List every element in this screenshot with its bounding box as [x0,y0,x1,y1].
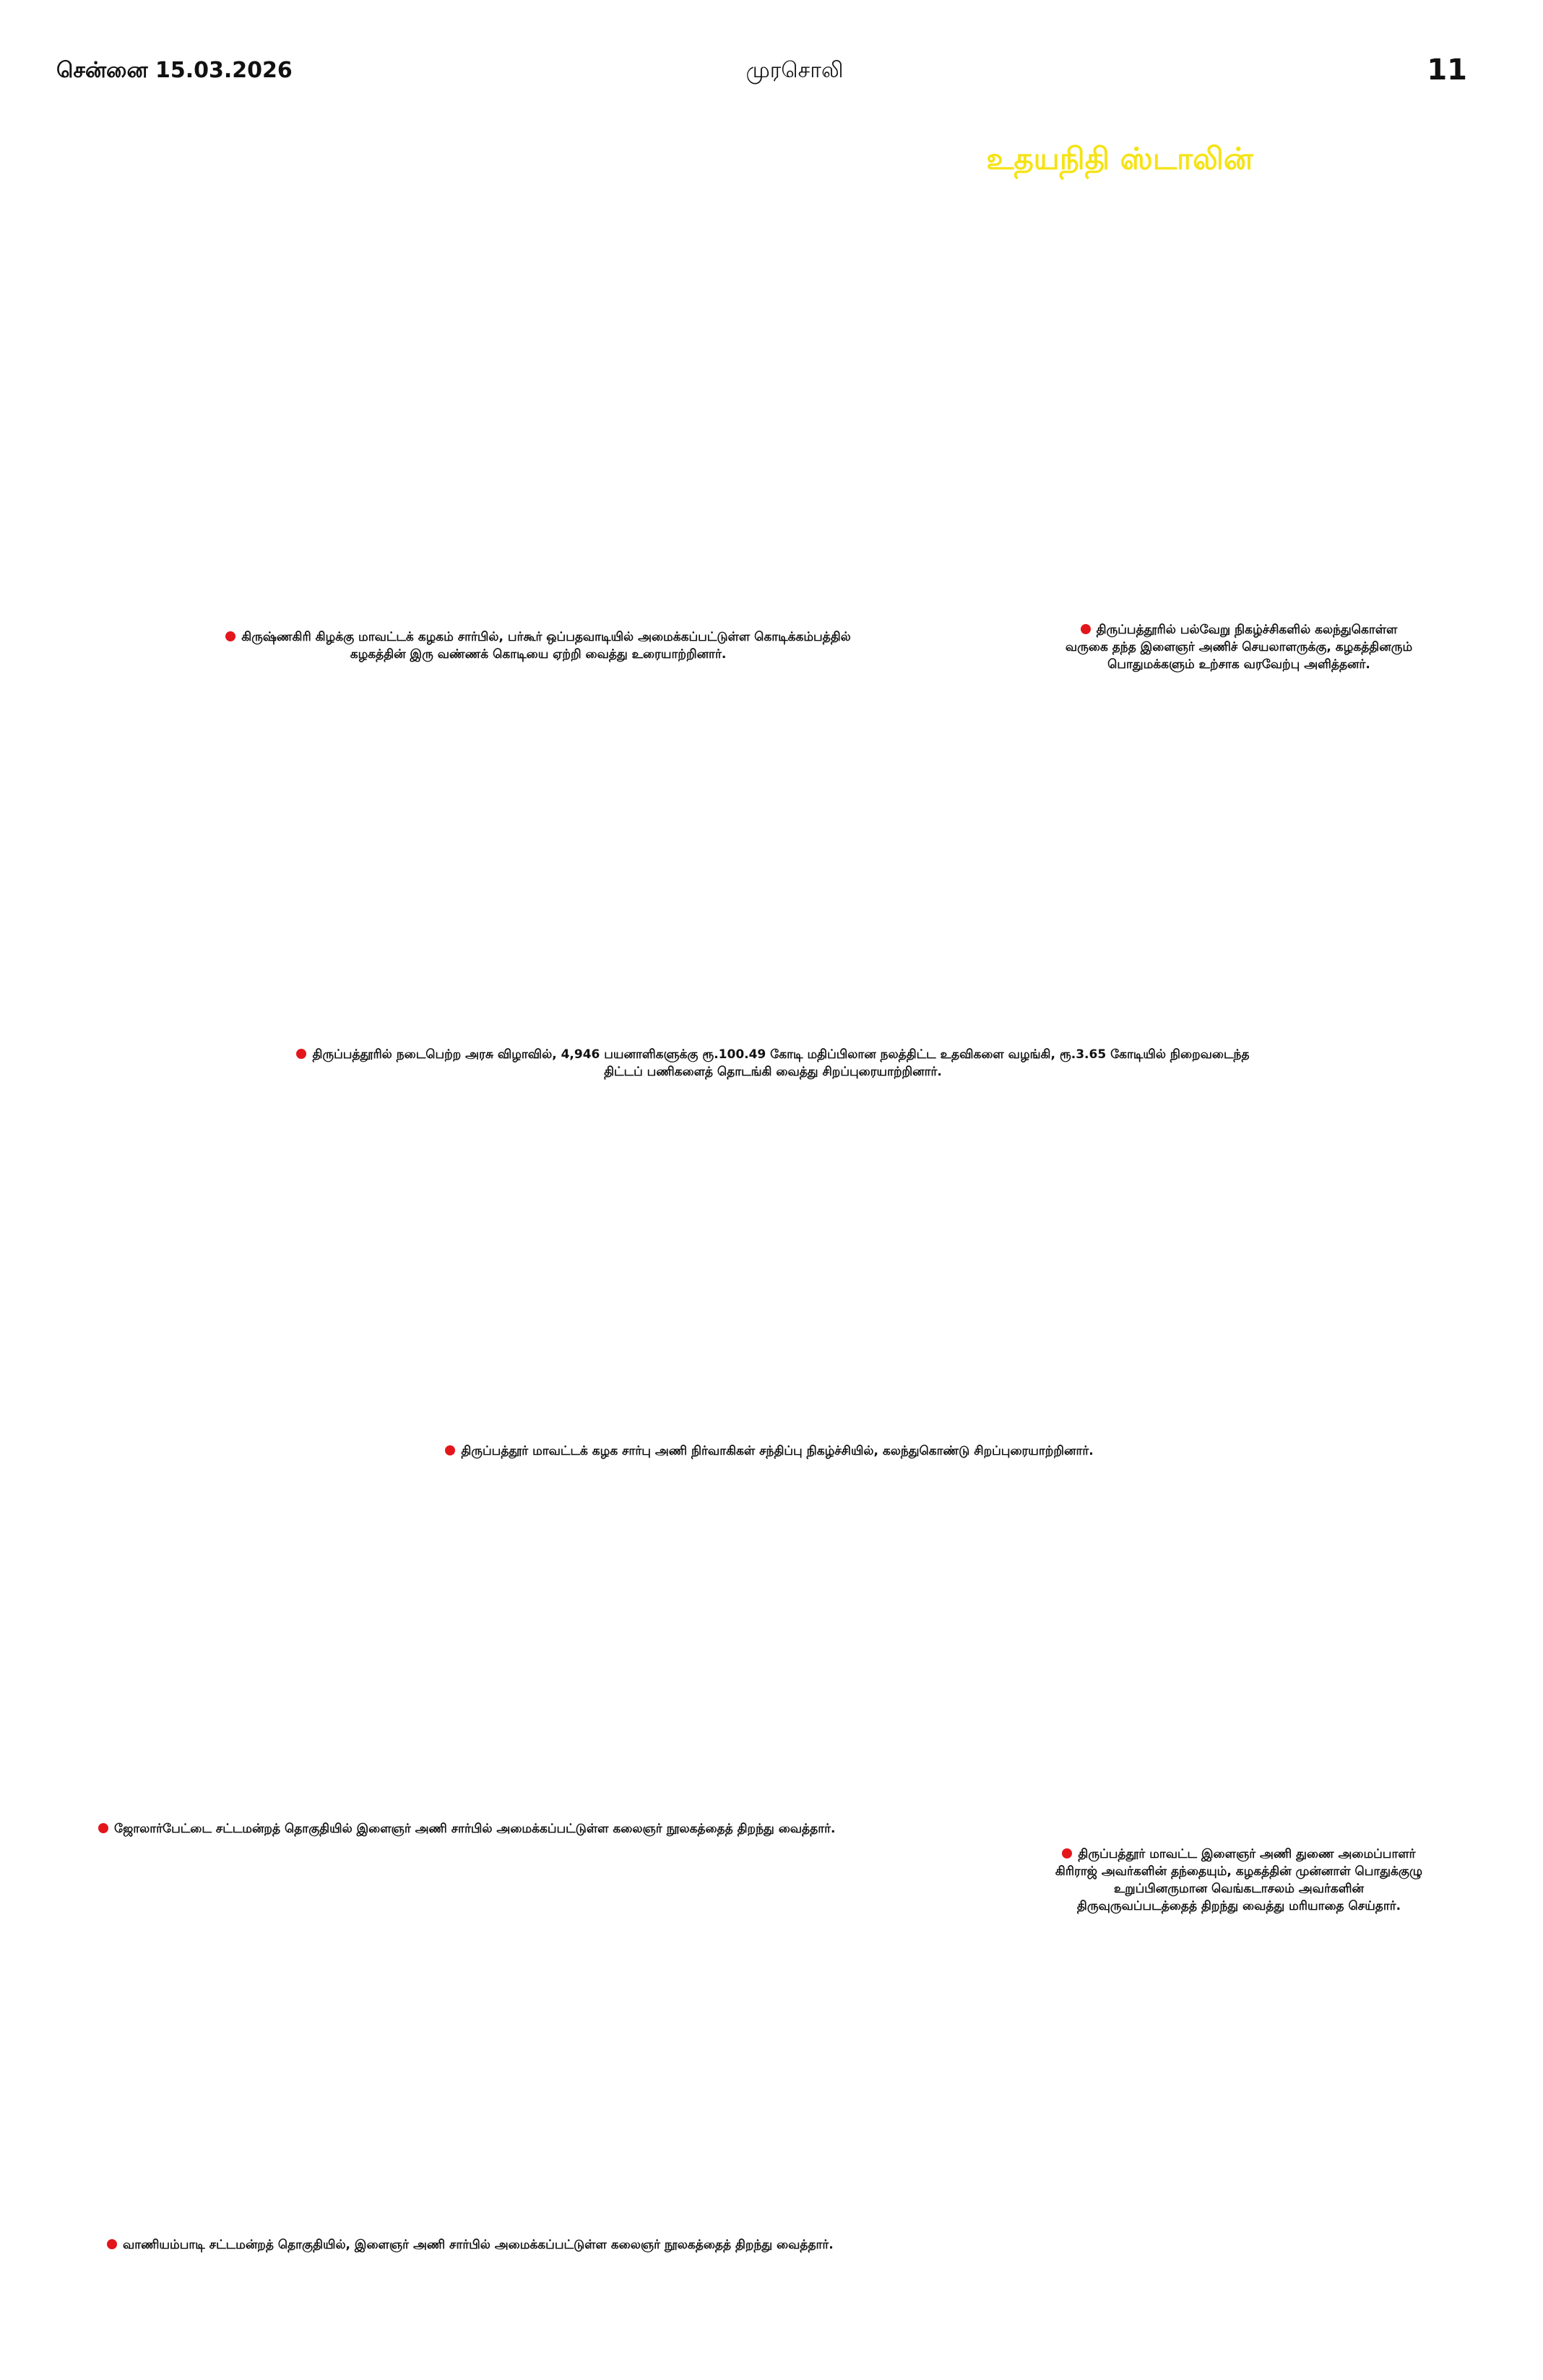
dateline: சென்னை 15.03.2026 [56,58,293,83]
caption-krishnagiri-flag [166,628,910,663]
caption-portrait-unveiling [1008,1845,1470,1915]
caption-text: ஜோலார்பேட்டை சட்டமன்றத் தொகுதியில் இளைஞர் அணி சார்பில் அமைக்கப்பட்டுள்ள கலைஞர் நூலகத்தைத் திறந்து வைத்தார். [114,1822,836,1836]
bullet-icon [1081,624,1091,634]
caption-line: கிரிராஜ் அவர்களின் தந்தையும், கழகத்தின் முன்னாள் பொதுக்குழு [1055,1864,1423,1879]
caption-line: கழகத்தின் இரு வண்ணக் கொடியை ஏற்றி வைத்து உரையாற்றினார். [350,647,727,662]
bullet-icon [445,1445,455,1455]
bullet-icon [296,1049,306,1059]
caption-vaniyambadi-library [107,2236,1046,2254]
caption-text: திருப்பத்தூர் மாவட்ட இளைஞர் அணி துணை அமைப்பாளர் [1078,1847,1416,1861]
bullet-icon [1062,1848,1072,1858]
caption-line: திட்டப் பணிகளைத் தொடங்கி வைத்து சிறப்புரையாற்றினார். [604,1065,942,1079]
bullet-icon [225,631,235,641]
caption-text: வாணியம்பாடி சட்டமன்றத் தொகுதியில், இளைஞர் அணி சார்பில் அமைக்கப்பட்டுள்ள கலைஞர் நூலகத்தைத் திறந்து வைத்தார். [123,2238,834,2252]
caption-tirupattur-welcome [1022,621,1456,673]
caption-line [98,1820,1037,1838]
bullet-icon [98,1823,108,1833]
caption-line [166,628,910,646]
page-title: உதயநிதி ஸ்டாலின் [986,141,1253,176]
bullet-icon [107,2239,117,2249]
caption-line: உறுப்பினருமான வெங்கடாசலம் அவர்களின் [1114,1882,1364,1896]
caption-jolarpet-library [98,1820,1037,1838]
masthead: முரசொலி [745,58,844,83]
caption-line [1022,621,1456,639]
caption-line: வருகை தந்த இளைஞர் அணிச் செயலாளருக்கு, கழகத்தினரும் [1065,640,1413,654]
caption-line [217,1442,1322,1460]
caption-text: திருப்பத்தூரில் பல்வேறு நிகழ்ச்சிகளில் கலந்துகொள்ள [1096,623,1398,637]
caption-line [1008,1845,1470,1863]
caption-line: பொதுமக்களும் உற்சாக வரவேற்பு அளித்தனர். [1107,657,1370,672]
caption-text: திருப்பத்தூரில் நடைபெற்ற அரசு விழாவில், 4,946 பயனாளிகளுக்கு ரூ.100.49 கோடி மதிப்பிலான நலத்திட்ட உதவிகளை வழங்கி, ரூ.3.65 கோடியில் நிறைவடைந்த [312,1047,1250,1062]
caption-line: திருவுருவப்படத்தைத் திறந்து வைத்து மரியாதை செய்தார். [1076,1899,1401,1913]
caption-line [107,2236,1046,2254]
caption-line [188,1046,1358,1063]
caption-text: திருப்பத்தூர் மாவட்டக் கழக சார்பு அணி நிர்வாகிகள் சந்திப்பு நிகழ்ச்சியில், கலந்துகொண்டு சிறப்புரையாற்றினார். [461,1444,1094,1458]
caption-text: கிருஷ்ணகிரி கிழக்கு மாவட்டக் கழகம் சார்பில், பர்கூர் ஒப்பதவாடியில் அமைக்கப்பட்டுள்ள கொடிக்கம்பத்தில் [241,630,851,644]
page-number: 11 [1427,53,1467,87]
caption-functionaries-meeting [217,1442,1322,1460]
caption-government-function [188,1046,1358,1081]
